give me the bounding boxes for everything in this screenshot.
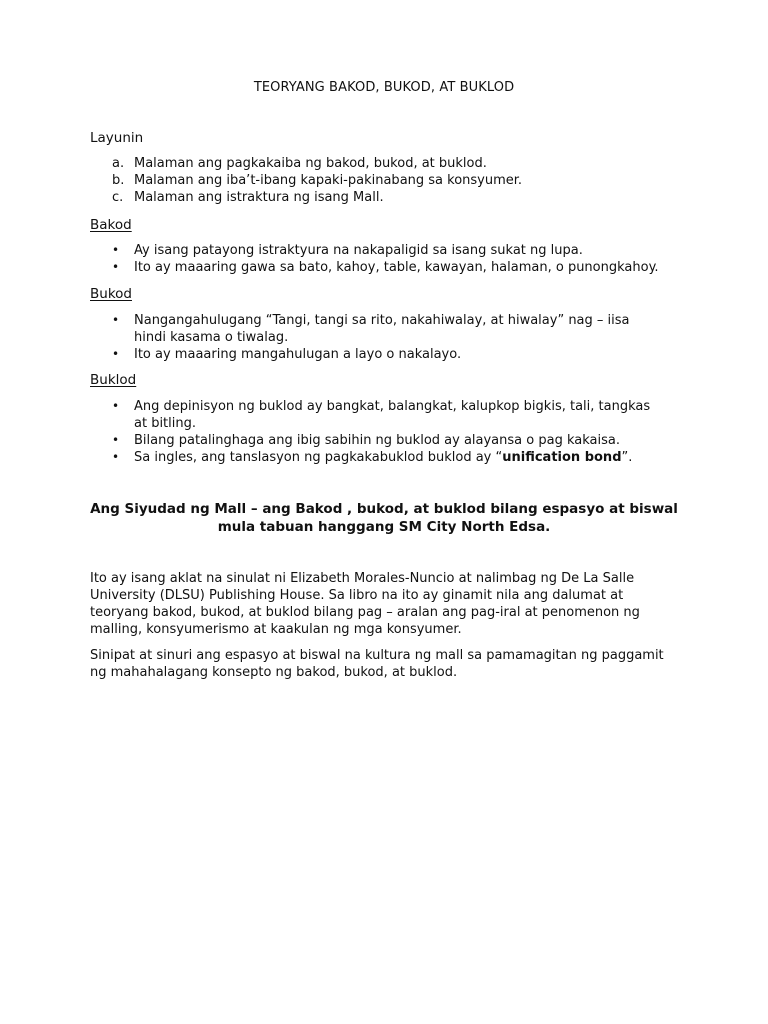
book-heading — [80, 500, 688, 536]
list-item-text-line: Ang depinisyon ng buklod ay bangkat, balangkat, kalupkop bigkis, tali, tangkas — [134, 399, 651, 414]
bullet-icon: • — [112, 243, 120, 257]
paragraph — [90, 647, 680, 681]
list-item-text-line: Nangangahulugang “Tangi, tangi sa rito, nakahiwalay, at hiwalay” nag – iisa — [134, 313, 630, 328]
section-heading-bakod: Bakod — [90, 217, 132, 233]
paragraph-line: malling, konsyumerismo at kaakulan ng mga konsyumer. — [90, 622, 462, 637]
list-item-text: Malaman ang istraktura ng isang Mall. — [134, 190, 384, 205]
bullet-icon: • — [112, 313, 120, 327]
list-item — [90, 155, 522, 172]
bullet-icon: • — [112, 399, 120, 413]
bullet-icon: • — [112, 260, 120, 274]
list-item-text: Bilang patalinghaga ang ibig sabihin ng buklod ay alayansa o pag kakaisa. — [134, 433, 620, 448]
bukod-list — [90, 312, 630, 363]
bullet-icon: • — [112, 347, 120, 361]
paragraph-line: Ito ay isang aklat na sinulat ni Elizabeth Morales-Nuncio at nalimbag ng De La Salle — [90, 571, 635, 586]
list-item — [90, 432, 650, 449]
paragraph-line: Sinipat at sinuri ang espasyo at biswal na kultura ng mall sa pamamagitan ng paggamit — [90, 648, 664, 663]
list-item-text-pre: Sa ingles, ang tanslasyon ng pagkakabuklod buklod ay “ — [134, 450, 503, 465]
list-item-text-bold: unification bond — [502, 450, 622, 465]
list-item — [90, 189, 522, 206]
document-title: TEORYANG BAKOD, BUKOD, AT BUKLOD — [253, 80, 515, 95]
list-marker: a. — [112, 156, 125, 171]
list-marker: c. — [112, 190, 124, 205]
buklod-list — [90, 398, 650, 466]
list-item-text: Malaman ang iba’t-ibang kapaki-pakinabang sa konsyumer. — [134, 173, 523, 188]
list-item — [90, 172, 522, 189]
bakod-list — [90, 242, 659, 276]
section-heading-layunin: Layunin — [90, 130, 144, 146]
layunin-list — [90, 155, 522, 206]
section-heading-buklod: Buklod — [90, 372, 137, 388]
bullet-icon: • — [112, 450, 120, 464]
paragraph-line: ng mahahalagang konsepto ng bakod, bukod, at buklod. — [90, 665, 458, 680]
list-item — [90, 398, 650, 432]
paragraph-line: teoryang bakod, bukod, at buklod bilang pag – aralan ang pag-iral at penomenon ng — [90, 605, 640, 620]
list-item-text: Ito ay maaaring gawa sa bato, kahoy, table, kawayan, halaman, o punongkahoy. — [134, 260, 659, 275]
list-item-text-line: hindi kasama o tiwalag. — [134, 330, 289, 345]
section-heading-bukod: Bukod — [90, 286, 132, 302]
list-item-text-post: ”. — [621, 450, 633, 465]
list-item-text: Ay isang patayong istraktyura na nakapaligid sa isang sukat ng lupa. — [134, 243, 583, 258]
list-item — [90, 312, 630, 346]
paragraph — [90, 570, 680, 638]
list-item — [90, 449, 650, 466]
list-marker: b. — [112, 173, 125, 188]
list-item — [90, 259, 659, 276]
list-item-text-line: at bitling. — [134, 416, 197, 431]
bullet-icon: • — [112, 433, 120, 447]
list-item — [90, 346, 630, 363]
list-item — [90, 242, 659, 259]
paragraph-line: University (DLSU) Publishing House. Sa libro na ito ay ginamit nila ang dalumat at — [90, 588, 624, 603]
book-heading-line: Ang Siyudad ng Mall – ang Bakod , bukod, at buklod bilang espasyo at biswal — [90, 501, 678, 517]
list-item-text: Ito ay maaaring mangahulugan a layo o nakalayo. — [134, 347, 462, 362]
list-item-text: Malaman ang pagkakaiba ng bakod, bukod, at buklod. — [134, 156, 487, 171]
book-heading-line: mula tabuan hanggang SM City North Edsa. — [217, 519, 551, 535]
